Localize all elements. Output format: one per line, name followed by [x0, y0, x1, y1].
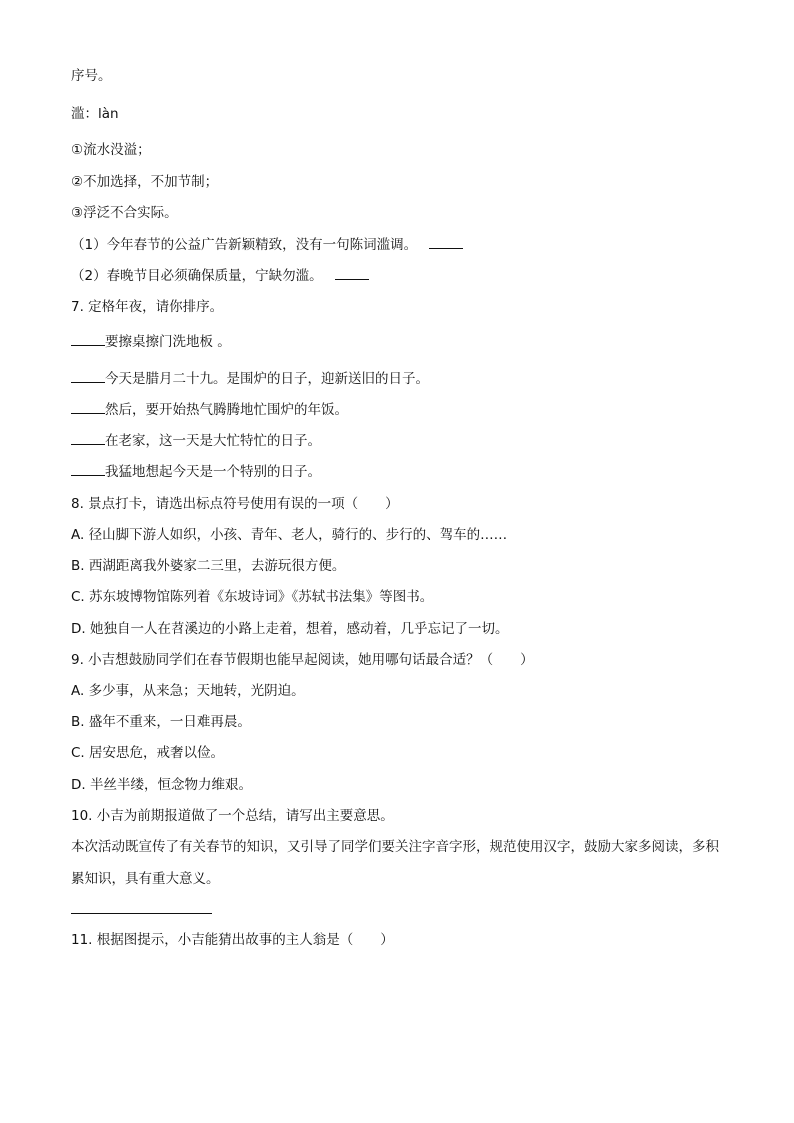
dict-item-1-text: （1）今年春节的公益广告新颖精致，没有一句陈词滥调。 — [71, 237, 418, 253]
q8-option-d[interactable]: D. 她独自一人在苕溪边的小路上走着，想着，感动着，几乎忘记了一切。 — [71, 621, 509, 637]
q9-option-c[interactable]: C. 居安思危，戒奢以俭。 — [71, 745, 225, 761]
dict-meaning-2: ②不加选择，不加节制； — [71, 174, 219, 190]
q7-item-5-text: 我猛地想起今天是一个特别的日子。 — [105, 464, 321, 480]
q7-item-2-text: 今天是腊月二十九。是围炉的日子，迎新送旧的日子。 — [105, 371, 429, 387]
q9-option-a[interactable]: A. 多少事，从来急；天地转，光阴迫。 — [71, 683, 305, 699]
dict-item-1 — [71, 235, 463, 255]
intro-text: 序号。 — [71, 68, 112, 84]
q10-stem: 10. 小吉为前期报道做了一个总结，请写出主要意思。 — [71, 808, 394, 824]
q9-option-b[interactable]: B. 盛年不重来，一日难再晨。 — [71, 714, 251, 730]
dict-item-2-text: （2）春晚节目必须确保质量，宁缺勿滥。 — [71, 268, 323, 284]
q7-item-4 — [71, 431, 321, 451]
q7-item-1 — [71, 332, 231, 352]
order-blank[interactable] — [71, 332, 105, 346]
q9-option-d[interactable]: D. 半丝半缕，恒念物力维艰。 — [71, 777, 252, 793]
dict-meaning-1: ①流水没溢； — [71, 142, 151, 158]
q10-text: 本次活动既宣传了有关春节的知识，又引导了同学们要关注字音字形，规范使用汉字，鼓励大家多阅读，多积累知识，具有重大意义。 — [71, 839, 719, 887]
answer-blank[interactable] — [335, 266, 369, 280]
dict-item-2 — [71, 266, 369, 286]
answer-blank[interactable] — [429, 235, 463, 249]
q8-option-a[interactable]: A. 径山脚下游人如织，小孩、青年、老人，骑行的、步行的、驾车的…… — [71, 527, 508, 543]
dict-head: 滥：làn — [71, 106, 119, 122]
q8-option-c[interactable]: C. 苏东坡博物馆陈列着《东坡诗词》《苏轼书法集》等图书。 — [71, 589, 434, 605]
order-blank[interactable] — [71, 431, 105, 445]
q7-item-3 — [71, 400, 348, 420]
dict-meaning-3: ③浮泛不合实际。 — [71, 205, 178, 221]
divider-rule — [71, 913, 212, 914]
q7-item-2 — [71, 369, 429, 389]
q7-item-3-text: 然后，要开始热气腾腾地忙围炉的年饭。 — [105, 402, 348, 418]
order-blank[interactable] — [71, 400, 105, 414]
q7-item-1-text: 要擦桌擦门洗地板 。 — [105, 334, 231, 350]
q8-option-b[interactable]: B. 西湖距离我外婆家二三里，去游玩很方便。 — [71, 558, 346, 574]
q7-item-5 — [71, 462, 321, 482]
q7-item-4-text: 在老家，这一天是大忙特忙的日子。 — [105, 433, 321, 449]
q11-stem: 11. 根据图提示，小吉能猜出故事的主人翁是（ ） — [71, 932, 394, 948]
q7-stem: 7. 定格年夜，请你排序。 — [71, 299, 224, 315]
order-blank[interactable] — [71, 462, 105, 476]
order-blank[interactable] — [71, 369, 105, 383]
q9-stem: 9. 小吉想鼓励同学们在春节假期也能早起阅读，她用哪句话最合适？（ ） — [71, 652, 534, 668]
q8-stem: 8. 景点打卡，请选出标点符号使用有误的一项（ ） — [71, 496, 399, 512]
